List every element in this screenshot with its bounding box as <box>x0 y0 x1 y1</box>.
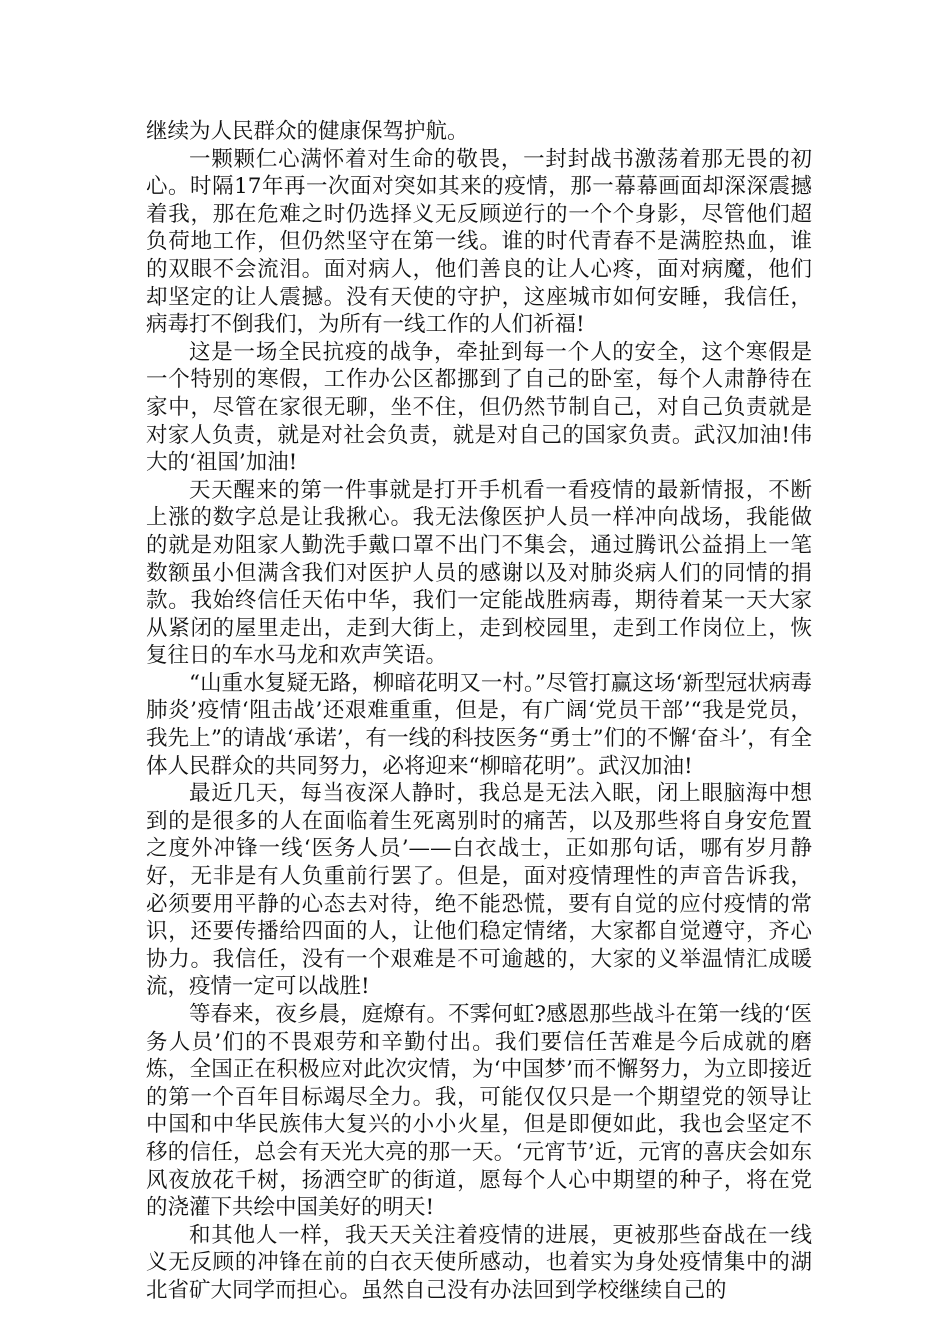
paragraph: 这是一场全民抗疫的战争，牵扯到每一个人的安全，这个寒假是一个特别的寒假，工作办公区都挪到了自己的卧室，每个人肃静待在家中，尽管在家很无聊，坐不住，但仍然节制自己，对自己负责就是对家人负责，就是对社会负责，就是对自己的国家负责。武汉加油!伟大的‘祖国’加油! <box>146 339 812 476</box>
paragraph: “山重水复疑无路，柳暗花明又一村。”尽管打赢这场‘新型冠状病毒肺炎’疫情‘阻击战’还艰难重重，但是，有广阔‘党员干部’“我是党员，我先上”的请战‘承诺’，有一线的科技医务“勇士”们的不懈‘奋斗’，有全体人民群众的共同努力，必将迎来“柳暗花明”。武汉加油! <box>146 670 812 779</box>
paragraph: 和其他人一样，我天天关注着疫情的进展，更被那些奋战在一线义无反顾的冲锋在前的白衣天使所感动，也着实为身处疫情集中的湖北省矿大同学而担心。虽然自己没有办法回到学校继续自己的 <box>146 1222 812 1303</box>
paragraph: 一颗颗仁心满怀着对生命的敬畏，一封封战书激荡着那无畏的初心。时隔17年再一次面对突如其来的疫情，那一幕幕画面却深深震撼着我，那在危难之时仍选择义无反顾逆行的一个个身影，尽管他们超负荷地工作，但仍然坚守在第一线。谁的时代青春不是满腔热血，谁的双眼不会流泪。面对病人，他们善良的让人心疼，面对病魔，他们却坚定的让人震撼。没有天使的守护，这座城市如何安睡，我信任，病毒打不倒我们，为所有一线工作的人们祈福! <box>146 146 812 338</box>
paragraph: 天天醒来的第一件事就是打开手机看一看疫情的最新情报，不断上涨的数字总是让我揪心。我无法像医护人员一样冲向战场，我能做的就是劝阻家人勤洗手戴口罩不出门不集会，通过腾讯公益捐上一笔数额虽小但满含我们对医护人员的感谢以及对肺炎病人们的同情的捐款。我始终信任天佑中华，我们一定能战胜病毒，期待着某一天大家从紧闭的屋里走出，走到大街上，走到校园里，走到工作岗位上，恢复往日的车水马龙和欢声笑语。 <box>146 477 812 669</box>
paragraph: 最近几天，每当夜深人静时，我总是无法入眠，闭上眼脑海中想到的是很多的人在面临着生死离别时的痛苦，以及那些将自身安危置之度外冲锋一线‘医务人员’——白衣战士，正如那句话，哪有岁月静好，无非是有人负重前行罢了。但是，面对疫情理性的声音告诉我，必须要用平静的心态去对待，绝不能恐慌，要有自觉的应付疫情的常识，还要传播给四面的人，让他们稳定情绪，大家都自觉遵守，齐心协力。我信任，没有一个艰难是不可逾越的，大家的义举温情汇成暖流，疫情一定可以战胜! <box>146 781 812 1000</box>
paragraph: 等春来，夜乡晨，庭燎有。不霁何虹?感恩那些战斗在第一线的‘医务人员’们的不畏艰劳和辛勤付出。我们要信任苦难是今后成就的磨炼，全国正在积极应对此次灾情，为‘中国梦’而不懈努力，为立即接近的第一个百年目标竭尽全力。我，可能仅仅只是一个期望党的领导让中国和中华民族伟大复兴的小小火星，但是即便如此，我也会坚定不移的信任，总会有天光大亮的那一天。‘元宵节’近，元宵的喜庆会如东风夜放花千树，扬洒空旷的街道，愿每个人心中期望的种子，将在党的浇灌下共绘中国美好的明天! <box>146 1002 812 1221</box>
paragraph-continuation: 继续为人民群众的健康保驾护航。 <box>146 119 469 144</box>
document-page <box>146 118 812 1305</box>
